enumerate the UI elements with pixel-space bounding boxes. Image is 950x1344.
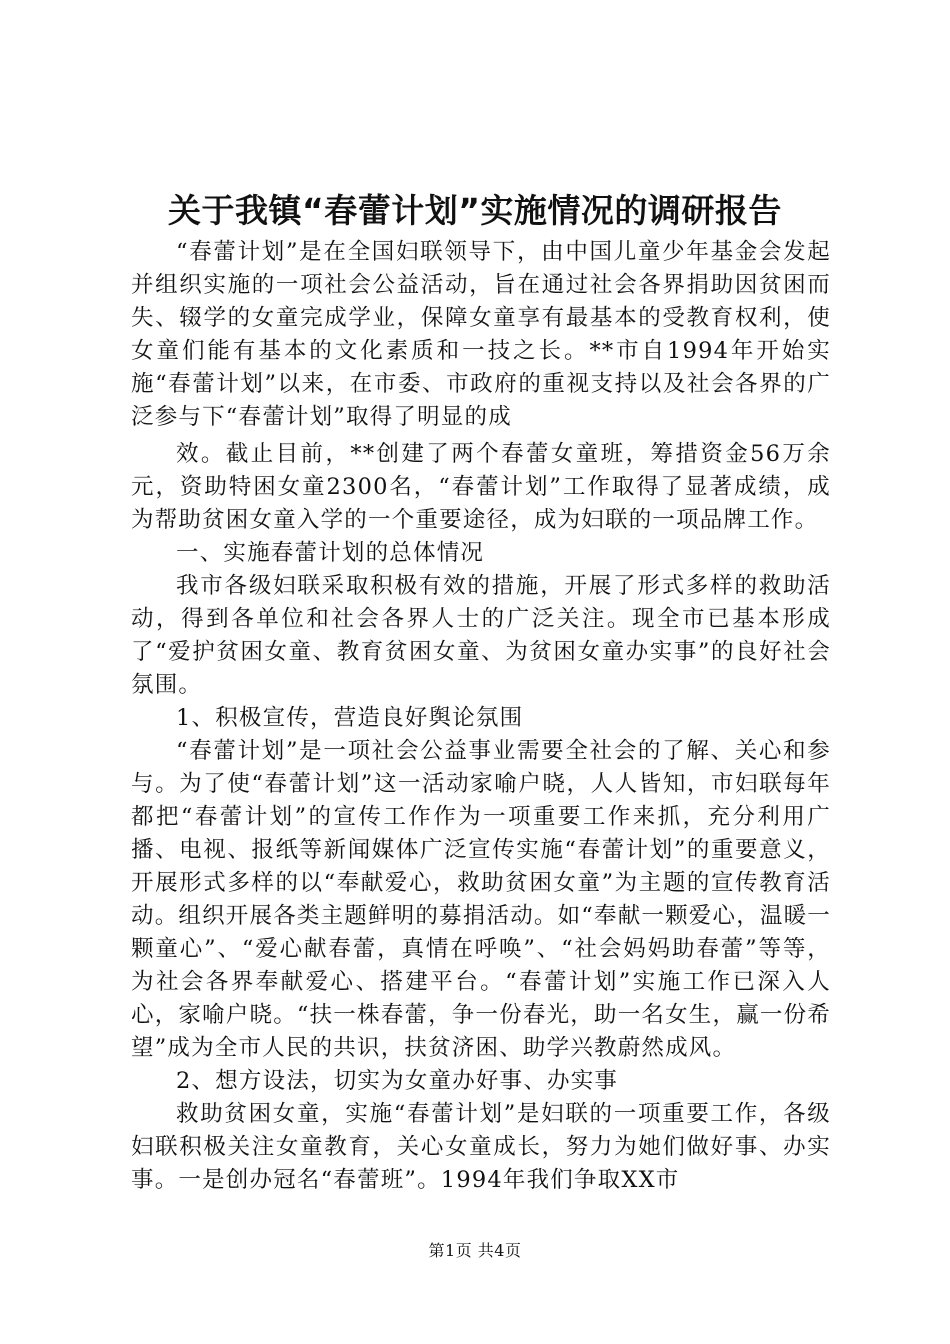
subheading-practical: 2、想方设法，切实为女童办好事、办实事 <box>176 1068 619 1094</box>
page-footer: 第1页 共4页 <box>428 1241 522 1260</box>
subheading-publicity: 1、积极宣传，营造良好舆论氛围 <box>176 705 524 731</box>
paragraph-achievements: 效。截止目前，**创建了两个春蕾女童班，筹措资金56万余元，资助特困女童2300名，“春蕾计划”工作取得了显著成绩，成为帮助贫困女童入学的一个重要途径，成为妇联的一项品牌工作。 <box>131 441 831 533</box>
document-title: 关于我镇“春蕾计划”实施情况的调研报告 <box>168 191 782 230</box>
paragraph-overall: 我市各级妇联采取积极有效的措施，开展了形式多样的救助活动，得到各单位和社会各界人士的广泛关注。现全市已基本形成了“爱护贫困女童、教育贫困女童、为贫困女童办实事”的良好社会氛围。 <box>131 573 831 698</box>
paragraph-publicity: “春蕾计划”是一项社会公益事业需要全社会的了解、关心和参与。为了使“春蕾计划”这一活动家喻户晓，人人皆知，市妇联每年都把“春蕾计划”的宣传工作作为一项重要工作来抓，充分利用广播、电视、报纸等新闻媒体广泛宣传实施“春蕾计划”的重要意义，开展形式多样的以“奉献爱心，救助贫困女童”为主题的宣传教育活动。组织开展各类主题鲜明的募捐活动。如“奉献一颗爱心，温暖一颗童心”、“爱心献春蕾，真情在呼唤”、“社会妈妈助春蕾”等等，为社会各界奉献爱心、搭建平台。“春蕾计划”实施工作已深入人心，家喻户晓。“扶一株春蕾，争一份春光，助一名女生，赢一份希望”成为全市人民的共识，扶贫济困、助学兴教蔚然成风。 <box>131 738 832 1061</box>
paragraph-practical: 救助贫困女童，实施“春蕾计划”是妇联的一项重要工作，各级妇联积极关注女童教育，关心女童成长，努力为她们做好事、办实事。一是创办冠名“春蕾班”。1994年我们争取XX市 <box>131 1101 831 1193</box>
paragraph-intro: “春蕾计划”是在全国妇联领导下，由中国儿童少年基金会发起并组织实施的一项社会公益活动，旨在通过社会各界捐助因贫困而失、辍学的女童完成学业，保障女童享有最基本的受教育权利，使女童们能有基本的文化素质和一技之长。**市自1994年开始实施“春蕾计划”以来，在市委、市政府的重视支持以及社会各界的广泛参与下“春蕾计划”取得了明显的成 <box>131 239 831 430</box>
section-heading-overall: 一、实施春蕾计划的总体情况 <box>176 540 485 566</box>
document-body <box>131 236 831 1197</box>
